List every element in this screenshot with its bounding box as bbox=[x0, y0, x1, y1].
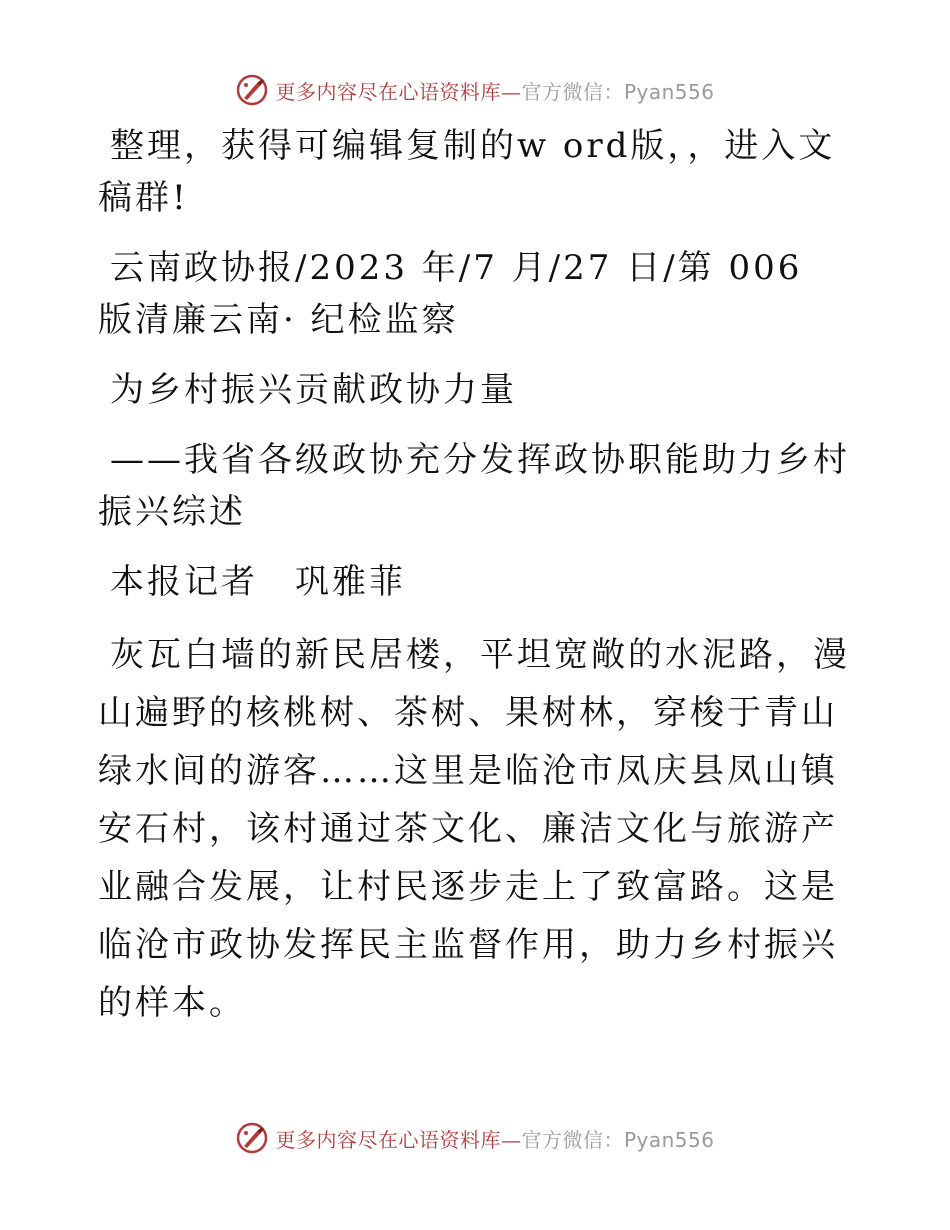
pen-logo-icon bbox=[235, 1121, 269, 1155]
body-paragraph: 灰瓦白墙的新民居楼，平坦宽敞的水泥路，漫山遍野的核桃树、茶树、果树林，穿梭于青山绿水间的游客……这里是临沧市凤庆县凤山镇安石村，该村通过茶文化、廉洁文化与旅游产业融合发展，让村民逐步走上了致富路。这是临沧市政协发挥民主监督作用，助力乡村振兴的样本。 bbox=[98, 635, 850, 1023]
article-title: 为乡村振兴贡献政协力量 bbox=[110, 370, 517, 410]
document-body bbox=[98, 120, 850, 1050]
watermark-group bbox=[235, 73, 714, 107]
watermark-site: 更多内容尽在心语资料库— bbox=[275, 79, 522, 104]
footer-watermark bbox=[0, 1118, 950, 1158]
author-line: 本报记者 巩雅菲 bbox=[110, 562, 406, 602]
watermark-text bbox=[275, 76, 714, 105]
watermark-wechat: 官方微信：Pyan556 bbox=[521, 79, 715, 104]
watermark-site: 更多内容尽在心语资料库— bbox=[275, 1127, 522, 1152]
header-watermark bbox=[0, 70, 950, 110]
watermark-group bbox=[235, 1121, 714, 1155]
watermark-text bbox=[275, 1124, 714, 1153]
intro-note: 整理，获得可编辑复制的w ord版，，进入文稿群! bbox=[98, 126, 836, 218]
source-line: 云南政协报/2023 年/7 月/27 日/第 006 版清廉云南· 纪检监察 bbox=[98, 248, 803, 340]
article-subtitle: ——我省各级政协充分发挥政协职能助力乡村振兴综述 bbox=[98, 440, 850, 532]
watermark-wechat: 官方微信：Pyan556 bbox=[521, 1127, 715, 1152]
pen-logo-icon bbox=[235, 73, 269, 107]
